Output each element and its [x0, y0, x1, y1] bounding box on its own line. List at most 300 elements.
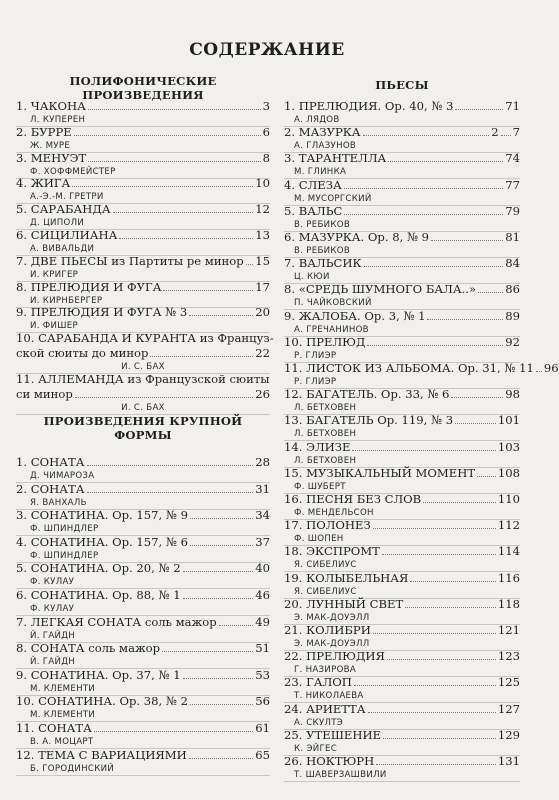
entry-title-line [16, 228, 270, 243]
entry-composer: Ф. ШПИНДЛЕР [30, 550, 99, 561]
toc-entry[interactable] [16, 372, 270, 415]
entry-composer: А.-Э.-М. ГРЕТРИ [30, 192, 104, 203]
entry-title: 10. СОНАТИНА. Ор. 38, № 2 [16, 694, 188, 709]
entry-title: 6. СОНАТИНА. Ор. 88, № 1 [16, 588, 181, 602]
entry-title: 5. ВАЛЬС [284, 203, 343, 218]
entry-title: 10. ПРЕЛЮД [284, 334, 366, 349]
section-heading-pieces: ПЬЕСЫ [375, 78, 429, 92]
entry-title-line [284, 387, 520, 402]
dot-leader [368, 712, 496, 713]
entry-title-line [16, 588, 270, 603]
dot-leader [367, 345, 503, 346]
entry-composer: Л. БЕТХОВЕН [294, 455, 357, 466]
page-number: 15 [255, 253, 270, 268]
entry-composer: Й. ГАЙДН [30, 657, 76, 668]
toc-entry[interactable] [284, 728, 520, 756]
toc-entry[interactable] [16, 280, 270, 308]
entry-title: 1. ПРЕЛЮДИЯ. Ор. 40, № 3 [284, 99, 454, 113]
entry-composer: Ф. ХОФФМЕЙСТЕР [30, 166, 116, 177]
entry-title: 21. КОЛИБРИ [284, 623, 371, 637]
dot-leader [536, 371, 542, 372]
page-number: 37 [255, 534, 270, 549]
page-number: 131 [497, 754, 520, 768]
entry-composer: Й. ГАЙДН [30, 630, 76, 641]
page-number: 17 [255, 279, 270, 294]
page-number: 98 [505, 387, 520, 402]
dot-leader [190, 704, 253, 705]
dot-leader [88, 109, 261, 110]
entry-title-line [16, 615, 270, 630]
page-number: 8 [262, 150, 270, 165]
dot-leader [183, 571, 254, 572]
entry-title-line [16, 668, 270, 683]
entry-title: 7. ДВЕ ПЬЕСЫ из Партиты ре минор [16, 253, 244, 268]
page-number: 121 [497, 623, 520, 637]
entry-title-line [16, 280, 270, 295]
entry-title-line [16, 372, 270, 387]
dot-leader [88, 161, 260, 162]
entry-composer: Ц. КЮИ [294, 272, 330, 283]
entry-title: 11. АЛЛЕМАНДА из Французской сюиты [16, 372, 270, 386]
entry-composer: А. СКУЛТЭ [294, 717, 344, 728]
toc-entry[interactable] [16, 99, 270, 127]
dot-leader [189, 758, 253, 759]
dot-leader [87, 465, 254, 466]
entry-divider [16, 775, 270, 776]
entry-composer: Т. ШАВЕРЗАШВИЛИ [294, 770, 387, 780]
dot-leader [405, 607, 496, 608]
toc-entry[interactable] [284, 702, 520, 730]
page-number: 26 [255, 387, 270, 401]
left-column [16, 0, 274, 800]
entry-title-line [16, 176, 270, 191]
dot-leader [74, 135, 261, 136]
toc-entry[interactable] [16, 254, 270, 282]
dot-leader [373, 633, 496, 634]
page-number: 116 [497, 570, 520, 585]
entry-title: 4. ЖИГА [16, 176, 71, 191]
entry-title: 20. ЛУННЫЙ СВЕТ [284, 596, 404, 611]
dot-leader [364, 266, 504, 267]
toc-entry[interactable] [284, 492, 520, 520]
dot-leader [183, 598, 254, 599]
entry-composer: М. КЛЕМЕНТИ [30, 683, 96, 694]
toc-entry[interactable] [16, 202, 270, 230]
entry-title: 3. ТАРАНТЕЛЛА [284, 151, 387, 166]
dot-leader [113, 212, 254, 213]
toc-entry[interactable] [284, 754, 520, 782]
page-number: 13 [255, 228, 270, 242]
entry-title: ской сюиты до минор [16, 346, 149, 361]
page-number: 10 [255, 176, 270, 191]
toc-entry[interactable] [16, 455, 270, 483]
entry-divider [284, 781, 520, 782]
entry-title: 11. ЛИСТОК ИЗ АЛЬБОМА. Ор. 31, № 11 [284, 361, 534, 375]
entry-title: 8. «СРЕДЬ ШУМНОГО БАЛА..» [284, 282, 477, 297]
entry-title-line [16, 641, 270, 656]
entry-title: си минор [16, 387, 73, 401]
toc-entry[interactable] [16, 151, 270, 179]
page-number: 56 [255, 694, 270, 709]
toc-entry[interactable] [284, 256, 520, 284]
entry-composer: Я. СИБЕЛИУС [294, 586, 357, 597]
toc-entry[interactable] [16, 125, 270, 153]
toc-entry[interactable] [16, 508, 270, 536]
entry-title-line [16, 151, 270, 166]
entry-title-line [284, 282, 520, 297]
page-number: 65 [255, 747, 270, 762]
dot-leader [373, 528, 496, 529]
page-number: 51 [255, 641, 270, 656]
page-number: 101 [497, 413, 520, 428]
entry-composer: Я. СИБЕЛИУС [294, 560, 357, 571]
toc-entry[interactable] [284, 675, 520, 703]
dot-leader [382, 554, 496, 555]
dot-leader [344, 214, 503, 215]
page-number: 53 [255, 667, 270, 682]
toc-entry[interactable] [284, 230, 520, 258]
toc-entry[interactable] [16, 721, 270, 749]
toc-entry[interactable] [284, 440, 520, 468]
entry-title: 8. ПРЕЛЮДИЯ И ФУГА [16, 279, 162, 294]
page-number: 3 [262, 99, 270, 113]
toc-entry[interactable] [284, 178, 520, 206]
toc-entry[interactable] [284, 309, 520, 337]
page-number: 46 [255, 588, 270, 602]
toc-entry[interactable] [284, 518, 520, 546]
toc-entry[interactable] [284, 335, 520, 363]
page-number: 6 [262, 124, 270, 139]
toc-entry[interactable] [16, 176, 270, 204]
entry-title: 16. ПЕСНЯ БЕЗ СЛОВ [284, 492, 422, 506]
toc-entry[interactable] [16, 331, 274, 374]
toc-entry[interactable] [284, 387, 520, 415]
page-number: 81 [505, 230, 520, 244]
toc-entry[interactable] [16, 641, 270, 669]
entry-title-line [284, 309, 520, 324]
dot-leader [190, 518, 253, 519]
entry-title-line [284, 702, 520, 717]
entry-title: 4. СОНАТИНА. Ор. 157, № 6 [16, 534, 188, 549]
page-number: 108 [497, 465, 520, 480]
page-number: 118 [497, 596, 520, 611]
toc-entry[interactable] [284, 544, 520, 572]
entry-title: 7. ЛЕГКАЯ СОНАТА соль мажор [16, 614, 217, 629]
entry-title-line [16, 482, 270, 497]
entry-title-line [284, 204, 520, 219]
entry-title-line [16, 99, 270, 114]
dot-leader [477, 476, 496, 477]
page-number: 40 [255, 561, 270, 576]
page-number: 12 [255, 202, 270, 217]
entry-title-line [16, 694, 270, 709]
dot-leader [388, 161, 503, 162]
entry-composer: П. ЧАЙКОВСКИЙ [294, 298, 372, 309]
toc-entry[interactable] [16, 615, 270, 643]
entry-title-line [284, 466, 520, 481]
entry-composer: А. ГРЕЧАНИНОВ [294, 324, 369, 335]
entry-title: 14. ЭЛИЗЕ [284, 439, 351, 454]
dot-leader [75, 397, 253, 398]
entry-title: 10. САРАБАНДА И КУРАНТА из Француз- [16, 331, 274, 346]
entry-title: 2. СОНАТА [16, 481, 85, 496]
dot-leader [246, 264, 254, 265]
entry-title: 11. СОНАТА [16, 721, 92, 735]
entry-title-line [284, 492, 520, 507]
dot-leader [423, 502, 496, 503]
page-number: 129 [497, 727, 520, 742]
dot-leader [119, 238, 253, 239]
entry-title-line [16, 508, 270, 523]
dot-leader [383, 738, 496, 739]
section-heading-polyphonic: ПОЛИФОНИЧЕСКИЕ ПРОИЗВЕДЕНИЯ [69, 74, 217, 102]
entry-title-line [16, 535, 270, 550]
page-number: 96 [543, 361, 559, 375]
entry-title-line [16, 202, 270, 217]
entry-title: 9. ЖАЛОБА. Ор. 3, № 1 [284, 308, 426, 323]
page-number: 114 [497, 544, 520, 559]
entry-composer: И. С. БАХ [121, 403, 165, 413]
entry-composer: А. ГЛАЗУНОВ [294, 141, 357, 152]
page-number: 28 [255, 455, 270, 469]
entry-composer: Л. БЕТХОВЕН [294, 403, 357, 414]
toc-entry[interactable] [284, 99, 520, 127]
entry-title-line [16, 561, 270, 576]
page-number: 103 [497, 439, 520, 454]
dot-leader [501, 135, 511, 136]
entry-title-line [16, 455, 270, 470]
entry-title: 12. ТЕМА С ВАРИАЦИЯМИ [16, 747, 187, 762]
entry-composer: Л. БЕТХОВЕН [294, 429, 357, 440]
toc-entry[interactable] [284, 151, 520, 179]
entry-composer: И. С. БАХ [121, 362, 165, 373]
toc-entry[interactable] [284, 466, 520, 494]
entry-title-line [16, 721, 270, 736]
entry-title-line [284, 518, 520, 533]
entry-title: 17. ПОЛОНЕЗ [284, 518, 371, 533]
entry-title-line [284, 544, 520, 559]
entry-title-line [284, 256, 520, 271]
entry-title: 22. ПРЕЛЮДИЯ [284, 649, 385, 664]
dot-leader [72, 186, 253, 187]
entry-title: 6. СИЦИЛИАНА [16, 228, 118, 242]
entry-composer: Д. ЦИПОЛИ [30, 218, 85, 229]
dot-leader [219, 625, 254, 626]
entry-title-line [16, 305, 270, 320]
entry-composer: К. ЭЙГЕС [294, 743, 338, 754]
dot-leader [427, 319, 503, 320]
toc-entry[interactable] [16, 588, 270, 616]
entry-title-line [284, 99, 520, 114]
right-column [284, 0, 559, 800]
page-number: 110 [497, 492, 520, 506]
toc-entry[interactable] [284, 361, 559, 389]
entry-title-line [16, 254, 270, 269]
toc-entry[interactable] [16, 228, 270, 256]
entry-composer: Ф. КУЛАУ [30, 604, 75, 614]
dot-leader [363, 135, 490, 136]
dot-leader [183, 678, 254, 679]
dot-leader [354, 685, 496, 686]
entry-title-line [284, 728, 520, 743]
toc-entry[interactable] [16, 535, 270, 563]
entry-title-line [284, 440, 520, 455]
entry-composer: Б. ГОРОДИНСКИЙ [30, 763, 115, 774]
entry-title: 2. МАЗУРКА [284, 125, 361, 140]
entry-composer: И. КРИГЕР [30, 269, 79, 280]
entry-title: 24. АРИЕТТА [284, 701, 366, 716]
page-number: 49 [255, 614, 270, 629]
entry-composer: Ф. ШОПЕН [294, 534, 344, 545]
dot-leader [387, 659, 496, 660]
entry-composer: В. А. МОЦАРТ [30, 737, 94, 747]
toc-entry[interactable] [16, 561, 270, 589]
entry-composer: В. РЕБИКОВ [294, 246, 351, 256]
toc-entry[interactable] [16, 748, 270, 776]
dot-leader [352, 450, 495, 451]
entry-title-line [16, 346, 270, 361]
page-number: 89 [505, 308, 520, 323]
entry-title-line [16, 387, 270, 402]
toc-entry[interactable] [284, 597, 520, 625]
entry-composer: Я. ВАНХАЛЬ [30, 497, 87, 508]
dot-leader [376, 764, 496, 765]
entry-composer: Э. МАК-ДОУЭЛЛ [294, 639, 370, 649]
entry-title-line [16, 748, 270, 763]
entry-composer: Ф. КУЛАУ [30, 577, 75, 588]
entry-composer: Т. НИКОЛАЕВА [294, 691, 364, 702]
entry-composer: И. ФИШЕР [30, 321, 78, 332]
entry-composer: А. ЛЯДОВ [294, 115, 340, 125]
entry-title: 4. СЛЕЗА [284, 177, 342, 192]
toc-entry[interactable] [16, 694, 270, 722]
section-heading-large-form: ПРОИЗВЕДЕНИЯ КРУПНОЙ ФОРМЫ [43, 414, 243, 442]
page-number: 79 [505, 203, 520, 218]
dot-leader [451, 397, 503, 398]
entry-composer: Д. ЧИМАРОЗА [30, 471, 95, 481]
page-number: 92 [505, 334, 520, 349]
entry-composer: В. РЕБИКОВ [294, 219, 351, 230]
entry-title: 1. ЧАКОНА [16, 99, 86, 113]
dot-leader [150, 356, 253, 357]
page-title: СОДЕРЖАНИЕ [189, 40, 345, 60]
dot-leader [190, 545, 253, 546]
entry-composer: Ф. МЕНДЕЛЬСОН [294, 508, 374, 518]
page-number: 86 [505, 282, 520, 297]
entry-title: 3. МЕНУЭТ [16, 150, 87, 165]
entry-composer: Л. КУПЕРЕН [30, 115, 86, 125]
toc-entry[interactable] [284, 623, 520, 651]
entry-title: 26. НОКТЮРН [284, 754, 375, 768]
dot-leader [162, 651, 253, 652]
entry-title-line [284, 178, 520, 193]
entry-title: 5. СОНАТИНА. Ор. 20, № 2 [16, 561, 181, 576]
entry-title: 1. СОНАТА [16, 455, 85, 469]
page-number: 20 [255, 305, 270, 320]
entry-title: 7. ВАЛЬСИК [284, 256, 362, 271]
entry-title: 2. БУРРЕ [16, 124, 72, 139]
entry-composer: Ф. ШУБЕРТ [294, 481, 346, 492]
entry-composer: Г. НАЗИРОВА [294, 665, 357, 676]
entry-title-line [284, 649, 520, 664]
entry-title: 19. КОЛЫБЕЛЬНАЯ [284, 570, 409, 585]
page-number: 71 [505, 99, 520, 113]
entry-title-line [16, 125, 270, 140]
toc-entry[interactable] [284, 413, 520, 441]
page-number: 112 [497, 518, 520, 533]
entry-title: 12. БАГАТЕЛЬ. Ор. 33, № 6 [284, 387, 450, 402]
toc-entry[interactable] [16, 305, 270, 333]
page-number: 7 [512, 125, 520, 140]
entry-composer: И. КИРНБЕРГЕР [30, 295, 103, 306]
entry-title: 3. СОНАТИНА. Ор. 157, № 9 [16, 508, 188, 523]
entry-title: 6. МАЗУРКА. Ор. 8, № 9 [284, 230, 430, 244]
entry-title: 15. МУЗЫКАЛЬНЫЙ МОМЕНТ [284, 465, 476, 480]
entry-composer: М. КЛЕМЕНТИ [30, 710, 96, 721]
entry-title-line [284, 151, 520, 166]
page-number: 22 [255, 346, 270, 361]
dot-leader [455, 423, 496, 424]
page-number: 2 [491, 125, 499, 140]
entry-title-line [284, 361, 559, 376]
page-number: 125 [497, 675, 520, 690]
entry-title: 23. ГАЛОП [284, 675, 352, 690]
entry-composer: Ф. ШПИНДЛЕР [30, 524, 99, 535]
toc-entry[interactable] [16, 482, 270, 510]
entry-title-line [284, 125, 520, 140]
toc-entry[interactable] [284, 125, 520, 153]
toc-entry[interactable] [284, 282, 520, 310]
page-number: 84 [505, 256, 520, 271]
entry-title-line [284, 597, 520, 612]
page-number: 77 [505, 177, 520, 192]
toc-entry[interactable] [284, 649, 520, 677]
page-number: 74 [505, 151, 520, 166]
dot-leader [410, 581, 495, 582]
entry-composer: М. МУСОРГСКИЙ [294, 193, 372, 204]
page-number: 31 [255, 481, 270, 496]
page-number: 34 [255, 508, 270, 523]
toc-entry[interactable] [284, 204, 520, 232]
entry-title: 18. ЭКСПРОМТ [284, 544, 380, 559]
dot-leader [189, 315, 253, 316]
entry-composer: Р. ГЛИЭР [294, 350, 337, 361]
dot-leader [163, 290, 253, 291]
entry-title-line [284, 623, 520, 638]
entry-title: 13. БАГАТЕЛЬ Ор. 119, № 3 [284, 413, 454, 428]
dot-leader [87, 492, 254, 493]
entry-title: 5. САРАБАНДА [16, 202, 111, 217]
toc-entry[interactable] [284, 571, 520, 599]
entry-title-line [284, 335, 520, 350]
entry-title-line [284, 413, 520, 428]
entry-title: 25. УТЕШЕНИЕ [284, 727, 382, 742]
entry-title-line [284, 754, 520, 769]
entry-composer: Э. МАК-ДОУЭЛЛ [294, 612, 370, 623]
page-number: 127 [497, 701, 520, 716]
entry-title-line [284, 675, 520, 690]
entry-composer: Ж. МУРЕ [30, 140, 71, 151]
entry-title: 9. ПРЕЛЮДИЯ И ФУГА № 3 [16, 305, 188, 320]
entry-title-line [16, 331, 274, 346]
dot-leader [431, 240, 503, 241]
toc-entry[interactable] [16, 668, 270, 696]
entry-title-line [284, 230, 520, 245]
dot-leader [344, 188, 503, 189]
dot-leader [478, 292, 503, 293]
page-number: 123 [497, 649, 520, 664]
entry-title-line [284, 571, 520, 586]
